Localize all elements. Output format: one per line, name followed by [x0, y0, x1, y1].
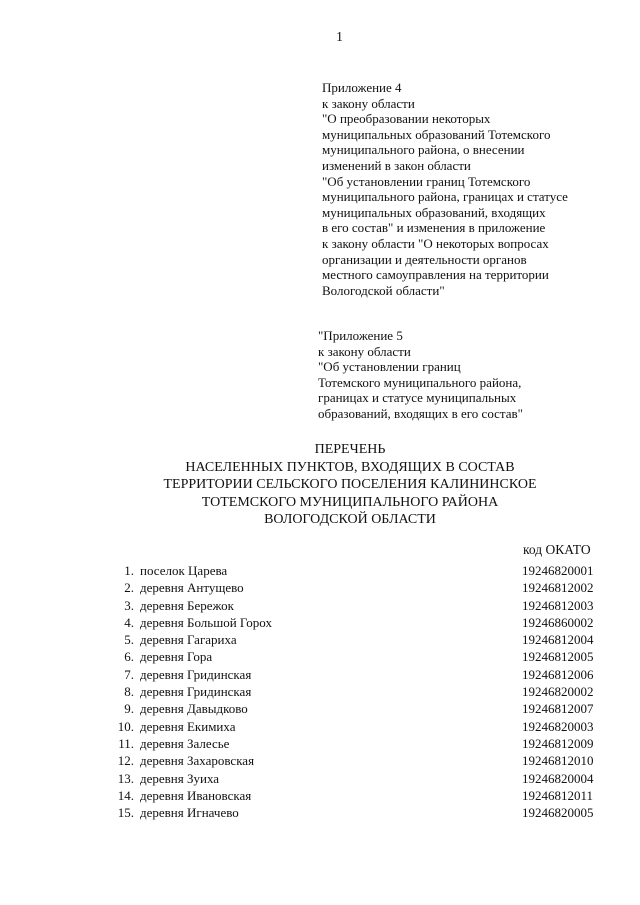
list-item	[100, 684, 620, 701]
settlement-list	[100, 563, 620, 822]
list-item	[100, 805, 620, 822]
okato-code: 19246820002	[522, 684, 594, 700]
item-number: 13.	[117, 770, 134, 786]
item-number: 3.	[124, 597, 134, 613]
settlement-name: поселок Царева	[140, 563, 228, 578]
appendix-line: Вологодской области"	[322, 282, 445, 298]
settlement-name: деревня Залесье	[140, 735, 230, 751]
list-item	[100, 736, 620, 753]
list-item	[100, 667, 620, 684]
appendix-line: Приложение 4	[322, 80, 402, 95]
okato-code: 19246812011	[522, 787, 594, 803]
item-number: 14.	[117, 787, 134, 803]
item-number: 2.	[124, 580, 134, 596]
okato-code: 19246812005	[522, 649, 594, 665]
item-number: 7.	[124, 666, 134, 682]
appendix-line: границах и статусе муниципальных	[318, 390, 517, 406]
item-number: 11.	[118, 735, 134, 751]
settlement-name: деревня Захаровская	[140, 753, 255, 769]
appendix-line: "Об установлении границ	[318, 359, 461, 375]
appendix-line: к закону области "О некоторых вопросах	[322, 235, 549, 251]
item-number: 15.	[117, 805, 134, 821]
appendix-line: к закону области	[322, 95, 415, 111]
okato-code: 19246812003	[522, 597, 594, 613]
heading-line: ПЕРЕЧЕНЬ	[314, 442, 386, 457]
heading-line: ТОТЕМСКОГО МУНИЦИПАЛЬНОГО РАЙОНА	[201, 494, 499, 510]
appendix-line: организации и деятельности органов	[322, 251, 527, 267]
settlement-name: деревня Игначево	[140, 805, 239, 821]
okato-code: 19246820005	[522, 805, 594, 821]
okato-code: 19246820004	[522, 770, 594, 786]
appendix-line: муниципальных образований, входящих	[322, 204, 546, 220]
settlement-name: деревня Ивановская	[140, 787, 252, 803]
item-number: 10.	[117, 718, 134, 734]
okato-code: 19246820001	[522, 563, 594, 578]
list-item	[100, 719, 620, 736]
heading-line: ТЕРРИТОРИИ СЕЛЬСКОГО ПОСЕЛЕНИЯ КАЛИНИНСКОЕ	[163, 477, 537, 492]
item-number: 5.	[124, 632, 134, 648]
list-item	[100, 701, 620, 718]
appendix-line: в его состав" и изменения в приложение	[322, 220, 546, 236]
settlement-name: деревня Антущево	[140, 580, 244, 596]
heading-line: ВОЛОГОДСКОЙ ОБЛАСТИ	[264, 512, 436, 527]
okato-code: 19246812010	[522, 753, 594, 769]
list-item	[100, 598, 620, 615]
settlement-name: деревня Екимиха	[140, 718, 236, 734]
settlement-name: деревня Бережок	[140, 597, 234, 613]
list-item	[100, 615, 620, 632]
appendix-line: муниципального района, границах и статусе	[322, 189, 568, 205]
heading-line: НАСЕЛЕННЫХ ПУНКТОВ, ВХОДЯЩИХ В СОСТАВ	[185, 459, 515, 475]
page-number: 1	[336, 30, 343, 45]
okato-code: 19246860002	[522, 614, 594, 630]
appendix-line: "Об установлении границ Тотемского	[322, 173, 531, 189]
okato-code: 19246812007	[522, 701, 594, 717]
appendix-line: муниципальных образований Тотемского	[322, 126, 551, 142]
item-number: 12.	[117, 753, 134, 769]
settlement-name: деревня Давыдково	[140, 701, 248, 717]
okato-column-header: код ОКАТО	[523, 542, 591, 557]
appendix-line: изменений в закон области	[322, 157, 471, 173]
item-number: 6.	[124, 649, 134, 665]
appendix-line: муниципального района, о внесении	[322, 142, 525, 158]
settlement-name: деревня Гридинская	[140, 666, 252, 682]
list-item	[100, 788, 620, 805]
settlement-name: деревня Зуиха	[140, 770, 220, 786]
settlement-name: деревня Большой Горох	[140, 614, 272, 630]
list-item	[100, 771, 620, 788]
appendix-line: "О преобразовании некоторых	[322, 111, 491, 127]
settlement-name: деревня Гагариха	[140, 632, 237, 648]
list-heading	[120, 441, 580, 529]
appendix-line: Тотемского муниципального района,	[318, 374, 522, 390]
list-item	[100, 649, 620, 666]
okato-code: 19246820003	[522, 718, 594, 734]
appendix-line: местного самоуправления на территории	[322, 267, 549, 283]
list-item	[100, 753, 620, 770]
settlement-name: деревня Гора	[140, 649, 213, 665]
appendix-line: образований, входящих в его состав"	[318, 405, 523, 421]
appendix-line: "Приложение 5	[318, 328, 403, 343]
appendix-reference	[322, 80, 622, 298]
item-number: 9.	[124, 701, 134, 717]
appendix-line: к закону области	[318, 343, 411, 359]
appendix-5-reference	[318, 328, 618, 422]
settlement-name: деревня Гридинская	[140, 684, 252, 700]
item-number: 8.	[124, 684, 134, 700]
okato-code: 19246812006	[522, 666, 594, 682]
okato-code: 19246812009	[522, 735, 594, 751]
item-number: 4.	[124, 614, 134, 630]
list-item	[100, 580, 620, 597]
list-item	[100, 632, 620, 649]
okato-code: 19246812004	[522, 632, 594, 648]
list-item	[100, 563, 620, 580]
item-number: 1.	[124, 563, 134, 578]
okato-code: 19246812002	[522, 580, 594, 596]
